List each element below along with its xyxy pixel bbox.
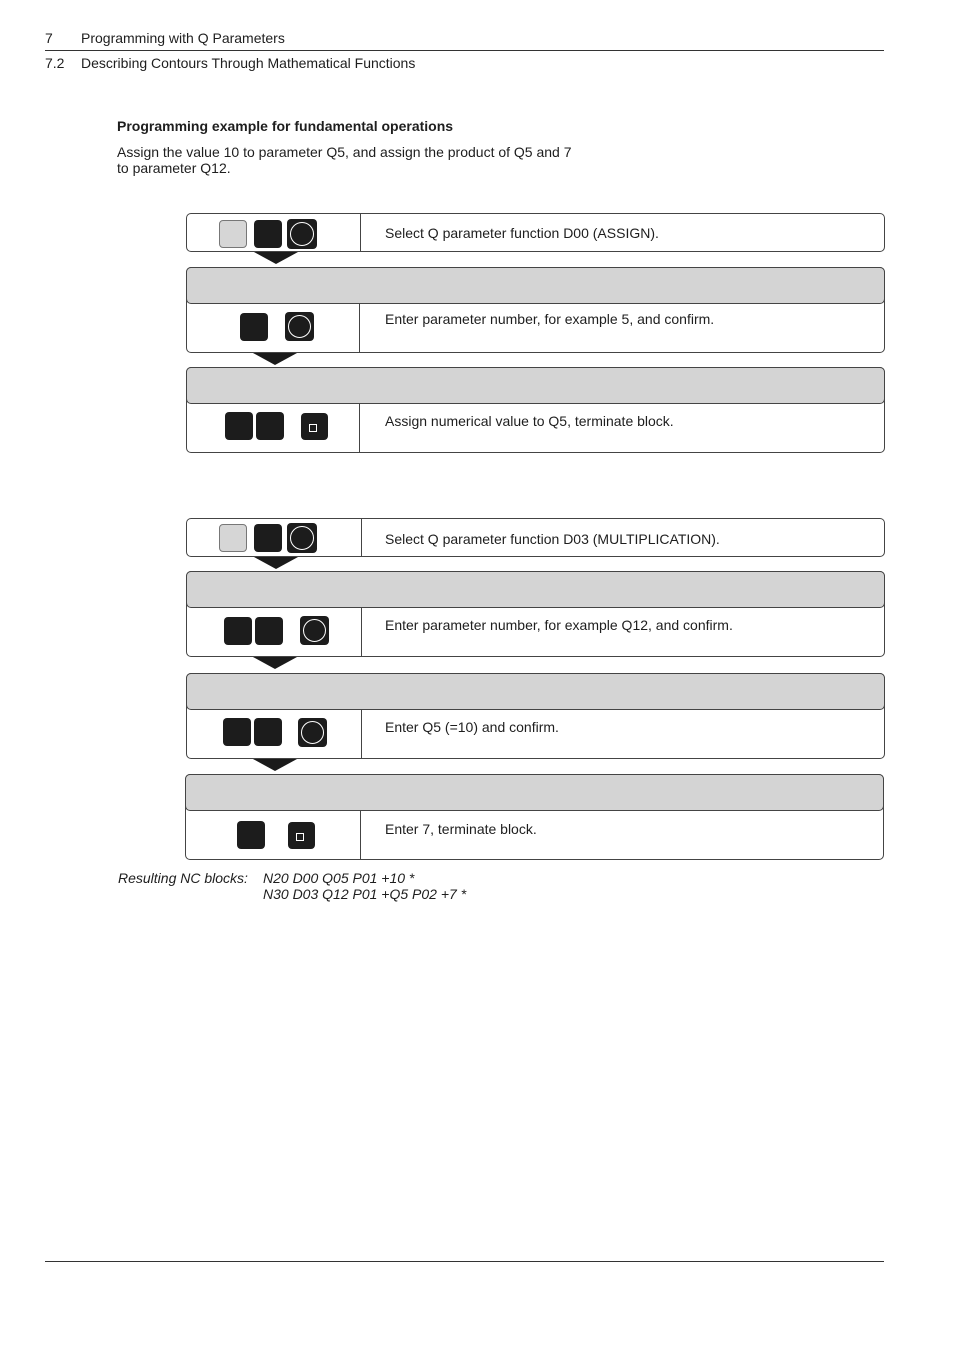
number-key-icon[interactable] <box>256 412 284 440</box>
step-description: Enter parameter number, for example Q12, and confirm. <box>385 617 733 633</box>
step-divider <box>360 811 361 860</box>
intro-line-2: to parameter Q12. <box>117 160 231 176</box>
end-key-icon[interactable] <box>288 822 315 849</box>
number-key-icon[interactable] <box>240 313 268 341</box>
step-divider <box>361 518 362 557</box>
enter-key-icon[interactable] <box>287 219 317 249</box>
dialog-bar <box>186 571 885 608</box>
enter-key-icon[interactable] <box>285 312 314 341</box>
enter-key-icon[interactable] <box>300 616 329 645</box>
step-description: Enter 7, terminate block. <box>385 821 537 837</box>
flow-arrow-icon <box>254 557 298 569</box>
step-description: Enter parameter number, for example 5, and confirm. <box>385 311 715 327</box>
example-title: Programming example for fundamental operations <box>117 118 454 134</box>
step-description: Select Q parameter function D03 (MULTIPLICATION). <box>385 531 720 547</box>
dialog-bar <box>186 267 885 304</box>
flow-arrow-icon <box>253 353 297 365</box>
step-divider <box>360 213 361 252</box>
nc-block: N20 D00 Q05 P01 +10 * <box>263 870 415 886</box>
result-label: Resulting NC blocks: <box>118 870 248 886</box>
number-key-icon[interactable] <box>223 718 251 746</box>
intro-line-1: Assign the value 10 to parameter Q5, and assign the product of Q5 and 7 <box>117 144 572 160</box>
number-key-icon[interactable] <box>237 821 265 849</box>
enter-key-icon[interactable] <box>298 718 327 747</box>
step-description: Assign numerical value to Q5, terminate block. <box>385 413 674 429</box>
end-key-icon[interactable] <box>301 413 328 440</box>
step-divider <box>361 710 362 759</box>
softkey-key-icon[interactable] <box>219 524 247 552</box>
dialog-bar <box>186 367 885 404</box>
header-rule <box>45 50 884 51</box>
flow-arrow-icon <box>253 759 297 771</box>
step-divider <box>361 608 362 657</box>
flow-arrow-icon <box>254 252 298 264</box>
number-key-icon[interactable] <box>254 220 282 248</box>
dialog-bar <box>186 673 885 710</box>
chapter-title: Programming with Q Parameters <box>81 30 285 46</box>
softkey-key-icon[interactable] <box>219 220 247 248</box>
section-number: 7.2 <box>45 55 65 71</box>
dialog-bar <box>185 774 884 811</box>
chapter-number: 7 <box>45 30 53 46</box>
step-description: Select Q parameter function D00 (ASSIGN). <box>385 225 659 241</box>
flow-arrow-icon <box>253 657 297 669</box>
enter-key-icon[interactable] <box>287 523 317 553</box>
number-key-icon[interactable] <box>255 617 283 645</box>
step-description: Enter Q5 (=10) and confirm. <box>385 719 559 735</box>
step-divider <box>359 304 360 353</box>
number-key-icon[interactable] <box>224 617 252 645</box>
nc-block: N30 D03 Q12 P01 +Q5 P02 +7 * <box>263 886 467 902</box>
number-key-icon[interactable] <box>254 718 282 746</box>
footer-rule <box>45 1261 884 1262</box>
section-title: Describing Contours Through Mathematical Functions <box>81 55 416 71</box>
step-divider <box>359 404 360 453</box>
number-key-icon[interactable] <box>254 524 282 552</box>
number-key-icon[interactable] <box>225 412 253 440</box>
